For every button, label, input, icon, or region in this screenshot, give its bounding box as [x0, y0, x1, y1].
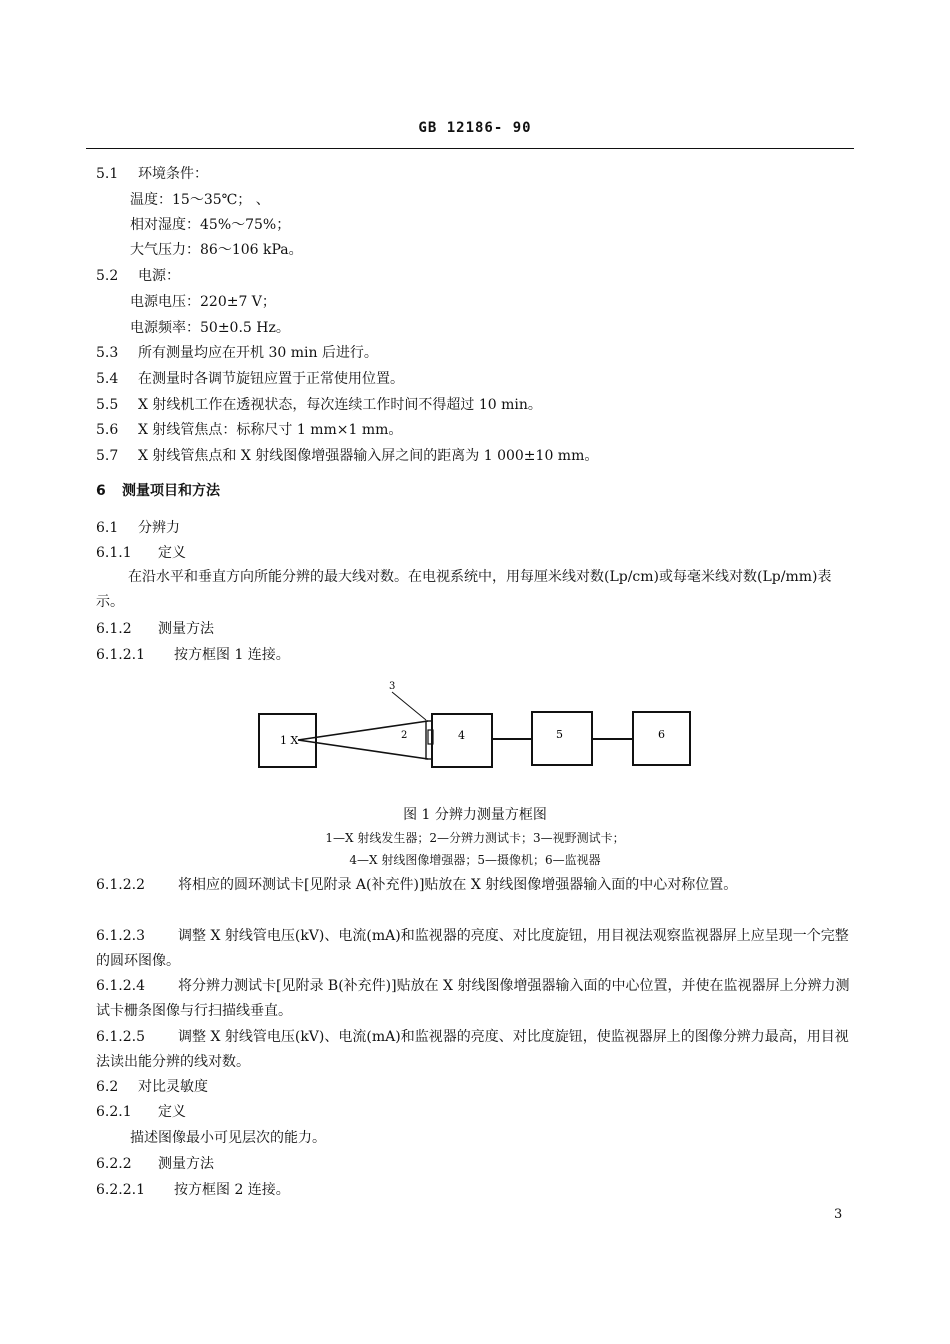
figure-1-legend-line-1: 1—X 射线发生器；2—分辨力测试卡；3—视野测试卡； — [325, 831, 625, 845]
clause-number: 5.2 — [96, 268, 119, 284]
clause-5-2 — [96, 266, 180, 286]
clause-text: 电源： — [138, 268, 180, 284]
clause-6-1-1 — [96, 543, 186, 563]
clause-6-1-2-2 — [96, 873, 856, 898]
clause-5-1-pressure: 大气压力：86～106 kPa。 — [130, 242, 303, 258]
figure-1-caption: 图 1 分辨力测量方框图 — [403, 807, 547, 823]
section-6-title — [96, 481, 220, 501]
clause-number: 6.1.2.2 — [96, 877, 145, 893]
clause-5-2-voltage: 电源电压：220±7 V； — [130, 294, 276, 310]
clause-number: 5.6 — [96, 422, 119, 438]
clause-text: 按方框图 2 连接。 — [174, 1182, 290, 1198]
clause-text: X 射线管焦点和 X 射线图像增强器输入屏之间的距离为 1 000±10 mm。 — [138, 448, 599, 464]
clause-text: 调整 X 射线管电压(kV)、电流(mA)和监视器的亮度、对比度旋钮，使监视器屏上的图像分辨力最高，用目视法读出能分辨的线对数。 — [96, 1029, 849, 1070]
clause-6-1-2-5 — [96, 1025, 856, 1075]
clause-5-2-frequency: 电源频率：50±0.5 Hz。 — [130, 320, 290, 336]
clause-number: 6.1 — [96, 520, 119, 536]
clause-number: 6.1.2.3 — [96, 928, 145, 944]
clause-number: 6.1.2.1 — [96, 647, 145, 663]
clause-6-2-1-body: 描述图像最小可见层次的能力。 — [130, 1130, 326, 1146]
clause-text: 定义 — [158, 1104, 186, 1120]
clause-5-6 — [96, 420, 402, 440]
clause-number: 5.7 — [96, 448, 119, 464]
clause-number: 6.1.2 — [96, 621, 132, 637]
clause-text: 环境条件： — [138, 166, 208, 182]
beam-upper-line — [298, 721, 428, 740]
clause-text: 分辨力 — [138, 520, 180, 536]
clause-number: 6.1.1 — [96, 545, 132, 561]
clause-text: 对比灵敏度 — [138, 1079, 208, 1095]
clause-number: 5.3 — [96, 345, 119, 361]
leader-line-3 — [392, 692, 426, 720]
page-number: 3 — [834, 1207, 843, 1222]
clause-text: X 射线机工作在透视状态，每次连续工作时间不得超过 10 min。 — [138, 397, 542, 413]
clause-text: 定义 — [158, 545, 186, 561]
clause-text: 测量方法 — [158, 621, 214, 637]
clause-number: 6.2.1 — [96, 1104, 132, 1120]
clause-6-1 — [96, 518, 180, 538]
clause-5-1 — [96, 164, 208, 184]
clause-text: 调整 X 射线管电压(kV)、电流(mA)和监视器的亮度、对比度旋钮，用目视法观察监视器屏上应呈现一个完整的圆环图像。 — [96, 928, 849, 969]
clause-6-1-2-1 — [96, 645, 290, 665]
clause-text: 将分辨力测试卡[见附录 B(补充件)]贴放在 X 射线图像增强器输入面的中心位置，并使在监视器屏上分辨力测试卡栅条图像与行扫描线垂直。 — [96, 978, 850, 1019]
box-1-label: 1 X — [280, 734, 299, 747]
beam-lower-line — [298, 740, 428, 759]
clause-6-2-1 — [96, 1102, 186, 1122]
clause-6-2 — [96, 1077, 208, 1097]
clause-number: 5.5 — [96, 397, 119, 413]
header-rule — [86, 148, 854, 149]
clause-text: 将相应的圆环测试卡[见附录 A(补充件)]贴放在 X 射线图像增强器输入面的中心对称位置。 — [178, 877, 738, 893]
clause-6-2-2 — [96, 1154, 214, 1174]
clause-text: 在测量时各调节旋钮应置于正常使用位置。 — [138, 371, 404, 387]
clause-5-3 — [96, 343, 378, 363]
clause-text: X 射线管焦点：标称尺寸 1 mm×1 mm。 — [138, 422, 403, 438]
figure-1-legend-line-2: 4—X 射线图像增强器；5—摄像机；6—监视器 — [349, 853, 601, 867]
document-header: GB 12186- 90 — [418, 120, 532, 136]
clause-number: 5.1 — [96, 166, 119, 182]
block-diagram-figure-1 — [240, 672, 710, 784]
clause-6-1-2-4 — [96, 974, 856, 1024]
clause-6-1-2-3 — [96, 924, 856, 974]
label-2: 2 — [401, 730, 408, 741]
clause-6-1-1-body: 在沿水平和垂直方向所能分辨的最大线对数。在电视系统中，用每厘米线对数(Lp/cm)或每毫米线对数(Lp/mm)表示。 — [96, 569, 832, 610]
box-4-label: 4 — [458, 729, 465, 742]
clause-text: 按方框图 1 连接。 — [174, 647, 290, 663]
box-5-label: 5 — [556, 728, 563, 741]
clause-text: 测量方法 — [158, 1156, 214, 1172]
clause-5-1-humidity: 相对湿度：45%～75%； — [130, 217, 291, 233]
clause-6-2-2-1 — [96, 1180, 290, 1200]
box-6-label: 6 — [658, 728, 665, 741]
clause-number: 6.2.2.1 — [96, 1182, 145, 1198]
clause-5-7 — [96, 446, 598, 466]
clause-5-5 — [96, 395, 542, 415]
clause-number: 6.2.2 — [96, 1156, 132, 1172]
section-title: 测量项目和方法 — [122, 483, 220, 499]
clause-number: 5.4 — [96, 371, 119, 387]
clause-number: 6.1.2.5 — [96, 1029, 145, 1045]
clause-number: 6.2 — [96, 1079, 119, 1095]
clause-5-1-temperature: 温度：15～35℃； 、 — [130, 192, 270, 208]
clause-6-1-2 — [96, 619, 214, 639]
clause-number: 6.1.2.4 — [96, 978, 145, 994]
label-3: 3 — [389, 681, 396, 692]
clause-5-4 — [96, 369, 404, 389]
section-number: 6 — [96, 483, 106, 499]
clause-text: 所有测量均应在开机 30 min 后进行。 — [138, 345, 378, 361]
